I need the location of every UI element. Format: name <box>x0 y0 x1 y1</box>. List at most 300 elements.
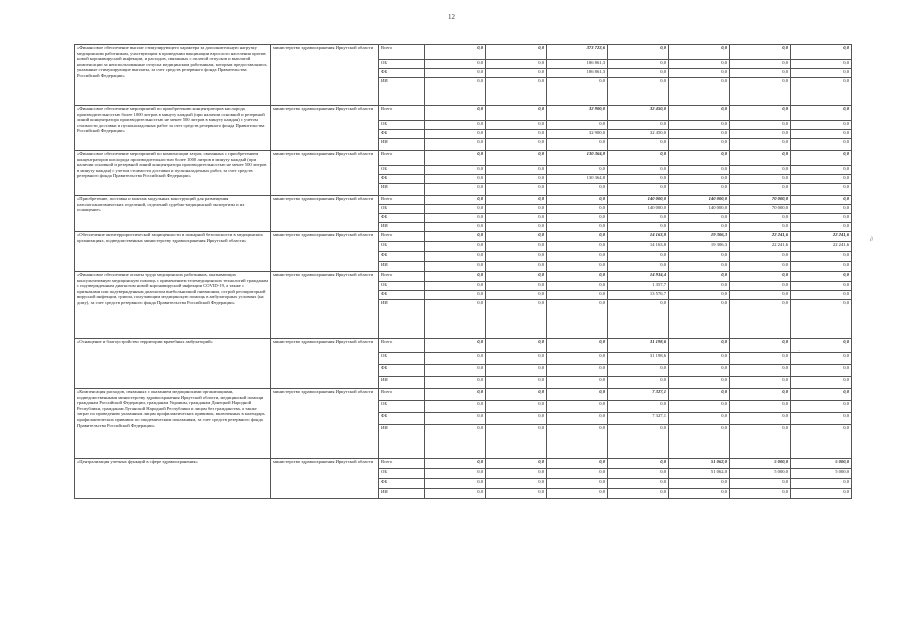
amount-cell: 0,0 <box>425 214 486 223</box>
amount-cell: 0,0 <box>730 252 791 262</box>
amount-cell: 0,0 <box>547 401 608 413</box>
amount-cell: 0,0 <box>730 377 791 389</box>
amount-cell: 0,0 <box>669 365 730 377</box>
amount-cell: 0,0 <box>730 339 791 353</box>
amount-cell: 186 861,3 <box>547 60 608 69</box>
amount-cell: 0,0 <box>425 121 486 130</box>
amount-cell: 0,0 <box>486 365 547 377</box>
amount-cell: 0,0 <box>425 353 486 365</box>
amount-cell: 0,0 <box>669 377 730 389</box>
amount-cell: 0,0 <box>791 69 852 78</box>
amount-cell: 0,0 <box>608 69 669 78</box>
amount-cell: 0,0 <box>547 242 608 252</box>
table-row <box>75 389 852 401</box>
table-row <box>75 459 852 469</box>
amount-cell: 130 364,8 <box>547 175 608 184</box>
amount-cell: 130 364,8 <box>547 151 608 166</box>
amount-cell: 0,0 <box>425 69 486 78</box>
amount-cell: 0,0 <box>425 252 486 262</box>
amount-cell: 0,0 <box>608 252 669 262</box>
amount-cell: 0,0 <box>486 151 547 166</box>
amount-cell: 0,0 <box>791 130 852 139</box>
amount-cell: 0,0 <box>425 242 486 252</box>
amount-cell: 0,0 <box>547 223 608 232</box>
funding-source: ОБ <box>379 242 425 252</box>
amount-cell: 0,0 <box>486 389 547 401</box>
amount-cell: 0,0 <box>608 175 669 184</box>
amount-cell: 14 163,8 <box>608 232 669 242</box>
amount-cell: 0,0 <box>486 353 547 365</box>
amount-cell: 0,0 <box>608 223 669 232</box>
amount-cell: 0,0 <box>791 300 852 339</box>
amount-cell: 0,0 <box>730 121 791 130</box>
amount-cell: 0,0 <box>486 184 547 196</box>
amount-cell: 0,0 <box>425 151 486 166</box>
funding-source: ФБ <box>379 175 425 184</box>
amount-cell: 70 000,0 <box>730 205 791 214</box>
amount-cell: 19 306,3 <box>669 242 730 252</box>
amount-cell: 0,0 <box>791 479 852 489</box>
amount-cell: 0,0 <box>730 282 791 291</box>
amount-cell: 0,0 <box>486 60 547 69</box>
funding-source: Всего <box>379 459 425 469</box>
amount-cell: 0,0 <box>669 184 730 196</box>
amount-cell: 0,0 <box>669 425 730 459</box>
amount-cell: 0,0 <box>425 262 486 272</box>
funding-source: ОБ <box>379 353 425 365</box>
responsible-executor: министерство здравоохранения Иркутской области <box>271 106 379 151</box>
amount-cell: 0,0 <box>730 272 791 282</box>
amount-cell: 0,0 <box>547 389 608 401</box>
amount-cell: 0,0 <box>486 479 547 489</box>
amount-cell: 0,0 <box>730 60 791 69</box>
amount-cell: 0,0 <box>730 489 791 499</box>
amount-cell: 14 934,4 <box>608 272 669 282</box>
funding-source: Всего <box>379 232 425 242</box>
amount-cell: 0,0 <box>730 151 791 166</box>
amount-cell: 0,0 <box>425 300 486 339</box>
amount-cell: 0,0 <box>486 223 547 232</box>
amount-cell: 0,0 <box>425 459 486 469</box>
funding-source: ФБ <box>379 130 425 139</box>
amount-cell: 0,0 <box>791 272 852 282</box>
amount-cell: 0,0 <box>425 232 486 242</box>
amount-cell: 0,0 <box>486 121 547 130</box>
amount-cell: 0,0 <box>669 175 730 184</box>
amount-cell: 1 357,7 <box>608 282 669 291</box>
amount-cell: 5 000,0 <box>730 459 791 469</box>
amount-cell: 0,0 <box>486 272 547 282</box>
amount-cell: 32 450,0 <box>608 130 669 139</box>
amount-cell: 0,0 <box>486 196 547 205</box>
funding-source: Всего <box>379 272 425 282</box>
amount-cell: 0,0 <box>608 262 669 272</box>
amount-cell: 0,0 <box>486 139 547 151</box>
amount-cell: 0,0 <box>608 300 669 339</box>
amount-cell: 0,0 <box>547 339 608 353</box>
amount-cell: 0,0 <box>791 184 852 196</box>
event-description: «Централизация учетных функций в сфере здравоохранения» <box>75 459 271 499</box>
funding-source: Всего <box>379 339 425 353</box>
amount-cell: 0,0 <box>730 262 791 272</box>
amount-cell: 0,0 <box>425 425 486 459</box>
amount-cell: 7 327,1 <box>608 413 669 425</box>
amount-cell: 0,0 <box>608 377 669 389</box>
funding-source: ФБ <box>379 479 425 489</box>
amount-cell: 0,0 <box>608 214 669 223</box>
amount-cell: 0,0 <box>486 78 547 106</box>
amount-cell: 13 576,7 <box>608 291 669 300</box>
amount-cell: 22 241,6 <box>730 242 791 252</box>
amount-cell: 0,0 <box>791 365 852 377</box>
budget-table-body <box>75 45 852 499</box>
amount-cell: 0,0 <box>547 300 608 339</box>
amount-cell: 0,0 <box>486 69 547 78</box>
amount-cell: 0,0 <box>425 78 486 106</box>
amount-cell: 0,0 <box>669 262 730 272</box>
budget-table <box>74 44 852 499</box>
amount-cell: 0,0 <box>791 377 852 389</box>
funding-source: ОБ <box>379 469 425 479</box>
funding-source: ОБ <box>379 401 425 413</box>
amount-cell: 0,0 <box>791 45 852 60</box>
amount-cell: 0,0 <box>669 300 730 339</box>
amount-cell: 140 000,0 <box>669 196 730 205</box>
scan-dot: ˙ <box>798 350 800 356</box>
amount-cell: 0,0 <box>425 377 486 389</box>
amount-cell: 0,0 <box>486 291 547 300</box>
amount-cell: 0,0 <box>486 106 547 121</box>
amount-cell: 0,0 <box>425 196 486 205</box>
page-number: 12 <box>448 13 455 21</box>
amount-cell: 0,0 <box>547 489 608 499</box>
amount-cell: 0,0 <box>425 223 486 232</box>
funding-source: Всего <box>379 106 425 121</box>
responsible-executor: министерство здравоохранения Иркутской области <box>271 45 379 106</box>
amount-cell: 51 062,0 <box>669 469 730 479</box>
amount-cell: 0,0 <box>791 196 852 205</box>
funding-source: Всего <box>379 196 425 205</box>
amount-cell: 0,0 <box>425 166 486 175</box>
event-description: «Финансовое обеспечение оплаты труда медицинских работников, оказывающих консультативную медицинскую помощь с применением телемедицинских технологий гражданам с подтвержденным диагнозом новой коронавирусной инфекции COVID-19, а также с признаками или подтвержденным диагнозом внебольничной пневмонии, острой респираторной вирусной инфекции, гриппа, получающим медицинскую помощь в амбулаторных условиях (на дому), за счет средств резервного фонда Правительства Российской Федерации» <box>75 272 271 339</box>
amount-cell: 0,0 <box>486 242 547 252</box>
amount-cell: 0,0 <box>669 389 730 401</box>
funding-source: ИИ <box>379 262 425 272</box>
amount-cell: 0,0 <box>486 175 547 184</box>
amount-cell: 0,0 <box>547 291 608 300</box>
table-row <box>75 106 852 121</box>
amount-cell: 0,0 <box>547 205 608 214</box>
amount-cell: 0,0 <box>669 291 730 300</box>
amount-cell: 0,0 <box>486 339 547 353</box>
amount-cell: 0,0 <box>730 78 791 106</box>
amount-cell: 0,0 <box>669 479 730 489</box>
amount-cell: 373 722,6 <box>547 45 608 60</box>
amount-cell: 0,0 <box>486 401 547 413</box>
amount-cell: 7 327,1 <box>608 389 669 401</box>
amount-cell: 0,0 <box>608 479 669 489</box>
amount-cell: 0,0 <box>425 205 486 214</box>
amount-cell: 0,0 <box>608 459 669 469</box>
amount-cell: 0,0 <box>791 214 852 223</box>
amount-cell: 0,0 <box>486 45 547 60</box>
amount-cell: 0,0 <box>669 45 730 60</box>
amount-cell: 0,0 <box>791 106 852 121</box>
amount-cell: 0,0 <box>669 130 730 139</box>
event-description: «Оснащение и благоустройство территории врачебных амбулаторий» <box>75 339 271 389</box>
amount-cell: 0,0 <box>791 291 852 300</box>
amount-cell: 0,0 <box>669 78 730 106</box>
amount-cell: 5 000,0 <box>791 469 852 479</box>
amount-cell: 0,0 <box>486 282 547 291</box>
responsible-executor: министерство здравоохранения Иркутской области <box>271 389 379 459</box>
amount-cell: 0,0 <box>791 401 852 413</box>
amount-cell: 0,0 <box>669 339 730 353</box>
funding-source: ИИ <box>379 425 425 459</box>
amount-cell: 0,0 <box>425 175 486 184</box>
amount-cell: 0,0 <box>547 139 608 151</box>
amount-cell: 0,0 <box>486 459 547 469</box>
amount-cell: 0,0 <box>791 60 852 69</box>
amount-cell: 0,0 <box>608 78 669 106</box>
funding-source: ОБ <box>379 282 425 291</box>
funding-source: ИИ <box>379 489 425 499</box>
amount-cell: 0,0 <box>730 175 791 184</box>
amount-cell: 0,0 <box>669 60 730 69</box>
amount-cell: 0,0 <box>730 413 791 425</box>
funding-source: ИИ <box>379 377 425 389</box>
amount-cell: 0,0 <box>608 166 669 175</box>
amount-cell: 0,0 <box>791 175 852 184</box>
amount-cell: 0,0 <box>791 353 852 365</box>
amount-cell: 0,0 <box>730 479 791 489</box>
funding-source: Всего <box>379 45 425 60</box>
amount-cell: 0,0 <box>669 223 730 232</box>
amount-cell: 0,0 <box>547 78 608 106</box>
amount-cell: 0,0 <box>425 365 486 377</box>
funding-source: Всего <box>379 389 425 401</box>
amount-cell: 0,0 <box>547 353 608 365</box>
table-row <box>75 272 852 282</box>
funding-source: ФБ <box>379 413 425 425</box>
amount-cell: 0,0 <box>425 489 486 499</box>
amount-cell: 0,0 <box>547 214 608 223</box>
amount-cell: 0,0 <box>791 223 852 232</box>
amount-cell: 0,0 <box>547 272 608 282</box>
table-row <box>75 196 852 205</box>
amount-cell: 0,0 <box>669 139 730 151</box>
amount-cell: 32 450,0 <box>608 106 669 121</box>
amount-cell: 0,0 <box>608 469 669 479</box>
amount-cell: 0,0 <box>791 339 852 353</box>
amount-cell: 32 900,0 <box>547 106 608 121</box>
event-description: «Обеспечение антитеррористической защищенности и пожарной безопасности в медицинских организациях, подведомственных министерству здравоохранения Иркутской области» <box>75 232 271 272</box>
amount-cell: 0,0 <box>730 425 791 459</box>
funding-source: ФБ <box>379 365 425 377</box>
amount-cell: 0,0 <box>547 121 608 130</box>
amount-cell: 0,0 <box>547 413 608 425</box>
amount-cell: 0,0 <box>730 214 791 223</box>
amount-cell: 0,0 <box>547 469 608 479</box>
funding-source: Всего <box>379 151 425 166</box>
amount-cell: 22 241,6 <box>730 232 791 242</box>
amount-cell: 0,0 <box>486 262 547 272</box>
amount-cell: 22 241,6 <box>791 232 852 242</box>
amount-cell: 19 306,3 <box>669 232 730 242</box>
responsible-executor: министерство здравоохранения Иркутской области <box>271 272 379 339</box>
responsible-executor: министерство здравоохранения Иркутской области <box>271 339 379 389</box>
amount-cell: 0,0 <box>791 166 852 175</box>
funding-source: ФБ <box>379 291 425 300</box>
amount-cell: 51 062,0 <box>669 459 730 469</box>
amount-cell: 0,0 <box>425 45 486 60</box>
amount-cell: 0,0 <box>669 69 730 78</box>
funding-source: ИИ <box>379 300 425 339</box>
amount-cell: 0,0 <box>547 459 608 469</box>
event-description: «Финансовое обеспечение мероприятий по приобретению концентраторов кислорода производительностью более 1000 литров в минуту каждый (при наличии основной и резервной линий концентратора производительностью не менее 500 литров в минуту каждая) с учетом стоимости доставки и пусконаладочных работ за счет средств резервного фонда Правительства Российской Федерации» <box>75 106 271 151</box>
amount-cell: 0,0 <box>486 377 547 389</box>
amount-cell: 186 861,3 <box>547 69 608 78</box>
amount-cell: 0,0 <box>730 69 791 78</box>
amount-cell: 32 900,0 <box>547 130 608 139</box>
amount-cell: 0,0 <box>669 106 730 121</box>
amount-cell: 0,0 <box>486 166 547 175</box>
amount-cell: 0,0 <box>730 106 791 121</box>
amount-cell: 0,0 <box>425 139 486 151</box>
funding-source: ОБ <box>379 60 425 69</box>
amount-cell: 0,0 <box>730 353 791 365</box>
amount-cell: 0,0 <box>791 262 852 272</box>
table-row <box>75 339 852 353</box>
amount-cell: 140 000,0 <box>669 205 730 214</box>
responsible-executor: министерство здравоохранения Иркутской области <box>271 232 379 272</box>
amount-cell: 0,0 <box>669 282 730 291</box>
amount-cell: 0,0 <box>547 479 608 489</box>
event-description: «Финансовое обеспечение выплат стимулирующего характера за дополнительную нагрузку медицинским работникам, участвующим в проведении вакцинации взрослого населения против новой коронавирусной инфекции, и расходов, связанных с оплатой отпусков и выплатой компенсации за неиспользованные отпуска медицинским работникам, которым предоставлялись указанные стимулирующие выплаты, за счет средств резервного фонда Правительства Российской Федерации» <box>75 45 271 106</box>
responsible-executor: министерство здравоохранения Иркутской области <box>271 459 379 499</box>
amount-cell: 0,0 <box>486 489 547 499</box>
amount-cell: 0,0 <box>425 282 486 291</box>
funding-source: ИИ <box>379 223 425 232</box>
amount-cell: 140 000,0 <box>608 196 669 205</box>
amount-cell: 0,0 <box>547 166 608 175</box>
amount-cell: 0,0 <box>547 196 608 205</box>
amount-cell: 0,0 <box>730 184 791 196</box>
amount-cell: 0,0 <box>730 166 791 175</box>
amount-cell: 0,0 <box>425 60 486 69</box>
amount-cell: 0,0 <box>486 252 547 262</box>
amount-cell: 0,0 <box>547 282 608 291</box>
amount-cell: 0,0 <box>425 413 486 425</box>
funding-source: ОБ <box>379 166 425 175</box>
responsible-executor: министерство здравоохранения Иркутской области <box>271 151 379 196</box>
amount-cell: 0,0 <box>791 389 852 401</box>
amount-cell: 5 000,0 <box>791 459 852 469</box>
amount-cell: 5 000,0 <box>730 469 791 479</box>
amount-cell: 0,0 <box>791 121 852 130</box>
amount-cell: 70 000,0 <box>730 196 791 205</box>
funding-source: ИИ <box>379 139 425 151</box>
amount-cell: 0,0 <box>608 489 669 499</box>
amount-cell: 0,0 <box>425 479 486 489</box>
funding-source: ИИ <box>379 78 425 106</box>
amount-cell: 0,0 <box>608 45 669 60</box>
amount-cell: 0,0 <box>425 272 486 282</box>
amount-cell: 0,0 <box>730 300 791 339</box>
amount-cell: 0,0 <box>669 272 730 282</box>
amount-cell: 0,0 <box>730 139 791 151</box>
amount-cell: 0,0 <box>791 413 852 425</box>
amount-cell: 0,0 <box>791 139 852 151</box>
amount-cell: 0,0 <box>730 130 791 139</box>
amount-cell: 0,0 <box>425 401 486 413</box>
amount-cell: 0,0 <box>730 223 791 232</box>
amount-cell: 0,0 <box>730 401 791 413</box>
amount-cell: 0,0 <box>486 300 547 339</box>
amount-cell: 0,0 <box>791 489 852 499</box>
amount-cell: 0,0 <box>425 130 486 139</box>
amount-cell: 0,0 <box>669 353 730 365</box>
amount-cell: 0,0 <box>486 214 547 223</box>
amount-cell: 0,0 <box>547 232 608 242</box>
amount-cell: 0,0 <box>608 365 669 377</box>
amount-cell: 0,0 <box>547 184 608 196</box>
funding-source: ОБ <box>379 121 425 130</box>
amount-cell: 0,0 <box>425 291 486 300</box>
amount-cell: 0,0 <box>486 232 547 242</box>
amount-cell: 0,0 <box>547 365 608 377</box>
amount-cell: 0,0 <box>669 489 730 499</box>
amount-cell: 0,0 <box>791 205 852 214</box>
amount-cell: 0,0 <box>547 252 608 262</box>
responsible-executor: министерство здравоохранения Иркутской области <box>271 196 379 232</box>
amount-cell: 0,0 <box>608 60 669 69</box>
amount-cell: 0,0 <box>669 151 730 166</box>
amount-cell: 0,0 <box>730 291 791 300</box>
amount-cell: 0,0 <box>730 365 791 377</box>
amount-cell: 0,0 <box>425 469 486 479</box>
amount-cell: 0,0 <box>608 151 669 166</box>
amount-cell: 0,0 <box>791 425 852 459</box>
amount-cell: 0,0 <box>669 166 730 175</box>
amount-cell: 0,0 <box>425 106 486 121</box>
amount-cell: 0,0 <box>608 121 669 130</box>
amount-cell: 0,0 <box>791 78 852 106</box>
funding-source: ФБ <box>379 252 425 262</box>
funding-source: ФБ <box>379 214 425 223</box>
amount-cell: 0,0 <box>791 252 852 262</box>
table-row <box>75 151 852 166</box>
amount-cell: 0,0 <box>486 469 547 479</box>
amount-cell: 0,0 <box>425 389 486 401</box>
amount-cell: 0,0 <box>669 413 730 425</box>
amount-cell: 0,0 <box>608 184 669 196</box>
amount-cell: 0,0 <box>791 282 852 291</box>
amount-cell: 22 241,6 <box>791 242 852 252</box>
amount-cell: 0,0 <box>425 339 486 353</box>
table-row <box>75 45 852 60</box>
amount-cell: 0,0 <box>486 130 547 139</box>
amount-cell: 0,0 <box>669 121 730 130</box>
amount-cell: 0,0 <box>547 262 608 272</box>
amount-cell: 0,0 <box>608 401 669 413</box>
event-description: «Приобретение, поставка и монтаж модульных конструкций для размещения патологоанатомических отделений, отделений судебно-медицинской экспертизы и их оснащение» <box>75 196 271 232</box>
funding-source: ОБ <box>379 205 425 214</box>
amount-cell: 0,0 <box>669 214 730 223</box>
amount-cell: 0,0 <box>547 377 608 389</box>
amount-cell: 0,0 <box>486 425 547 459</box>
table-row <box>75 232 852 242</box>
